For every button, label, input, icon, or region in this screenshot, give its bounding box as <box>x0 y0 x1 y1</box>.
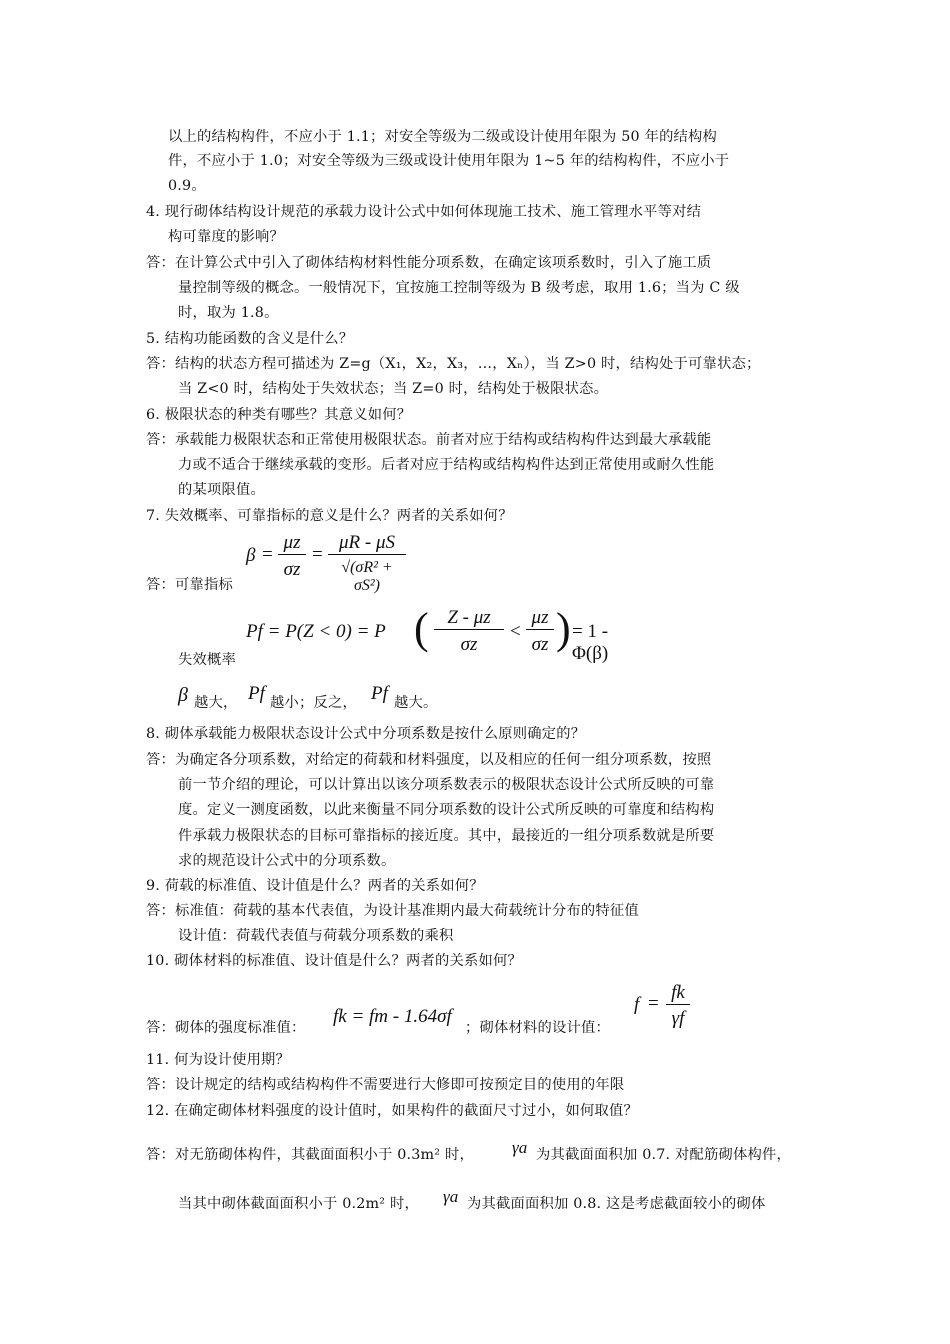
f-design-formula: f = fk γf <box>634 978 704 1034</box>
fraction-denominator: σz <box>283 559 301 580</box>
answer-8: 答：为确定各分项系数，对给定的荷载和材料强度，以及相应的任何一组分项系数，按照 <box>146 752 712 768</box>
text-fragment: ；砌体材料的设计值： <box>465 1020 610 1036</box>
answer-10: 答：砌体的强度标准值： <box>146 1020 306 1036</box>
text-line: 件，不应小于 1.0；对安全等级为三级或设计使用年限为 1~5 年的结构构件，不应小于 <box>168 153 730 169</box>
pf-formula: Pf = P(Z < 0) = P ( Z - μz σz < μz σz ) = 1 - Φ(β) <box>246 604 609 664</box>
question-12: 12. 在确定砌体材料强度的设计值时，如果构件的截面尺寸过小，如何取值？ <box>146 1103 638 1119</box>
answer-9: 答：标准值：荷载的基本代表值，为设计基准期内最大荷载统计分布的特征值 <box>146 903 639 919</box>
answer-12: 答：对无筋砌体构件，其截面面积小于 0.3m² 时， <box>146 1147 474 1163</box>
text-line: 件承载力极限状态的目标可靠指标的接近度。其中，最接近的一组分项系数就是所要 <box>178 828 715 844</box>
text-fragment: 越大。 <box>394 695 438 711</box>
text-line: 0.9。 <box>168 178 206 194</box>
gamma-a-symbol: γa <box>443 1187 459 1206</box>
text-fragment: 越小；反之， <box>270 695 357 711</box>
question-5: 5. 结构功能函数的含义是什么？ <box>146 331 354 347</box>
gamma-a-symbol: γa <box>512 1138 528 1157</box>
text-line: 前一节介绍的理论，可以计算出以该分项系数表示的极限状态设计公式所反映的可靠 <box>178 777 715 793</box>
text-line: 以上的结构构件，不应小于 1.1；对安全等级为二级或设计使用年限为 50 年的结构构 <box>168 129 718 145</box>
text-line: 时，取为 1.8。 <box>178 305 279 321</box>
answer-7-label: 答：可靠指标 <box>146 577 233 593</box>
text-fragment: 越大， <box>194 695 238 711</box>
text-line: 求的规范设计公式中的分项系数。 <box>178 853 396 869</box>
text-line: 构可靠度的影响？ <box>168 229 284 245</box>
text-fragment: 为其截面面积加 0.8. 这是考虑截面较小的砌体 <box>467 1196 766 1212</box>
pf-symbol: Pf <box>371 683 388 704</box>
question-10: 10. 砌体材料的标准值、设计值是什么？两者的关系如何？ <box>146 953 523 969</box>
text-fragment: 为其截面面积加 0.7. 对配筋砌体构件， <box>536 1147 792 1163</box>
text-line: 度。定义一测度函数，以此来衡量不同分项系数的设计公式所反映的可靠度和结构构 <box>178 802 715 818</box>
question-7: 7. 失效概率、可靠指标的意义是什么？两者的关系如何？ <box>146 508 513 524</box>
question-6: 6. 极限状态的种类有哪些？其意义如何？ <box>146 407 412 423</box>
answer-6: 答：承载能力极限状态和正常使用极限状态。前者对应于结构或结构构件达到最大承载能 <box>146 432 712 448</box>
answer-11: 答：设计规定的结构或结构构件不需要进行大修即可按预定目的使用的年限 <box>146 1077 625 1093</box>
beta-symbol: β <box>178 684 188 706</box>
pf-symbol: Pf <box>248 683 265 704</box>
text-line: 当其中砌体截面面积小于 0.2m² 时， <box>178 1196 419 1212</box>
question-9: 9. 荷载的标准值、设计值是什么？两者的关系如何？ <box>146 878 484 894</box>
question-4: 4. 现行砌体结构设计规范的承载力设计公式中如何体现施工技术、施工管理水平等对结 <box>146 204 702 220</box>
text-line: 设计值：荷载代表值与荷载分项系数的乘积 <box>178 928 454 944</box>
question-11: 11. 何为设计使用期？ <box>146 1052 291 1068</box>
fraction-denominator: √(σR² + σS²) <box>341 559 393 594</box>
fraction-numerator: μR - μS <box>328 532 406 555</box>
failure-prob-label: 失效概率 <box>178 652 236 668</box>
text-line: 的某项限值。 <box>178 482 265 498</box>
question-8: 8. 砌体承载能力极限状态设计公式中分项系数是按什么原则确定的？ <box>146 726 586 742</box>
answer-5: 答：结构的状态方程可描述为 Z=g（X₁，X₂，X₃，…，Xₙ），当 Z>0 时，结构处于可靠状态； <box>146 356 761 372</box>
fraction-numerator: μz <box>278 532 306 555</box>
answer-4: 答：在计算公式中引入了砌体结构材料性能分项系数，在确定该项系数时，引入了施工质 <box>146 255 712 271</box>
text-line: 当 Z<0 时，结构处于失效状态；当 Z=0 时，结构处于极限状态。 <box>178 381 609 397</box>
text-line: 量控制等级的概念。一般情况下，宜按施工控制等级为 B 级考虑，取用 1.6；当为 C 级 <box>178 280 740 296</box>
fk-formula: fk = fm - 1.64σf <box>333 1006 452 1027</box>
text-line: 力或不适合于继续承载的变形。后者对应于结构或结构构件达到正常使用或耐久性能 <box>178 457 715 473</box>
